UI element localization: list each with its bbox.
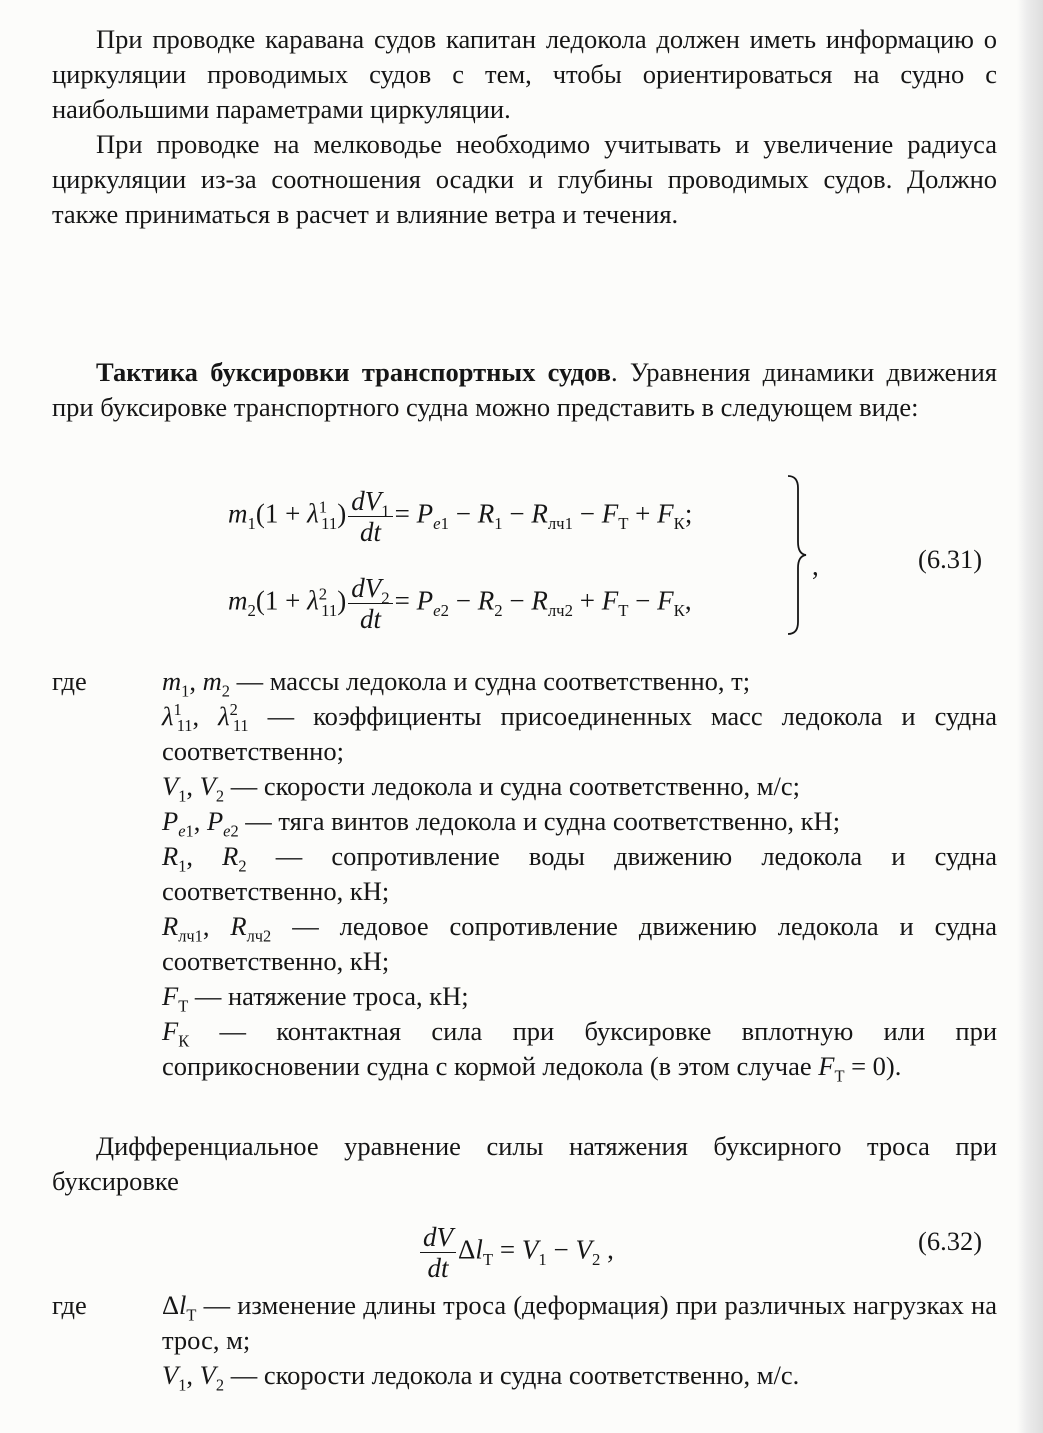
definition-masses: $m_1$, $m_2$ — массы ледокола и судна соответственно, т;: [162, 666, 751, 701]
definition-contact-force: $F_К$ — контактная сила при буксировке вплотную или при соприкосновении судна с кормой ледокола (в этом случае $F_Т = 0$).: [162, 1016, 998, 1086]
definition-ice-resistance: $R_{лч1}$, $R_{лч2}$ — ледовое сопротивление движению ледокола и судна соответственно, кН;: [162, 911, 998, 976]
paragraph-shallow-water: При проводке на мелководье необходимо учитывать и увеличение радиуса циркуляции из-за соотношения осадки и глубины проводимых судов. Должно также приниматься в расчет и влияние ветра и течения.: [52, 129, 997, 229]
equation-6-31-line-2: $m_2(1 + \lambda^2_{11})$ $\frac{dV_2}{dt}$ = $P_{e2} - R_2 - R_{лч2} + F_Т - F_К$,: [228, 573, 692, 634]
equation-number-6-32: (6.32): [918, 1226, 983, 1256]
where-label-1: где: [52, 666, 87, 696]
definition-water-resistance: $R_1$, $R_2$ — сопротивление воды движению ледокола и судна соответственно, кН;: [162, 841, 997, 906]
paragraph-rope-equation: Дифференциальное уравнение силы натяжения буксирного троса при буксировке: [52, 1131, 997, 1196]
definitions-list-1: [162, 664, 997, 1084]
fraction-dv-dt: $\frac{dV}{dt}$: [420, 1222, 456, 1283]
equation-6-31-line-1: $m_1(1 + \lambda^1_{11})$ $\frac{dV_1}{dt}$ = $P_{e1} - R_1 - R_{лч1} - F_Т + F_К$;: [228, 486, 693, 547]
section-intro-text: . Уравнения динамики движения при буксировке транспортного судна можно представить в следующем виде:: [52, 357, 997, 422]
where-label-2: где: [52, 1290, 87, 1320]
section-heading: Тактика буксировки транспортных судов: [96, 357, 611, 387]
definitions-list-2: [162, 1288, 997, 1393]
paragraph-convoy: При проводке каравана судов капитан ледокола должен иметь информацию о циркуляции проводимых судов с тем, чтобы ориентироваться на судно с наибольшими параметрами циркуляции.: [52, 24, 997, 124]
definition-speeds: $V_1$, $V_2$ — скорости ледокола и судна соответственно, м/с;: [162, 771, 801, 806]
definition-added-mass: $\lambda^1_{11}$, $\lambda^2_{11}$ — коэффициенты присоединенных масс ледокола и судна соответственно;: [162, 700, 998, 766]
brace-comma: ,: [812, 551, 819, 581]
equation-number-6-31: (6.31): [918, 544, 983, 574]
right-curly-brace: [786, 474, 808, 636]
fraction-dv1-dt: $\frac{dV_1}{dt}$: [348, 486, 392, 547]
definition-rope-tension: $F_Т$ — натяжение троса, кН;: [162, 981, 469, 1016]
fraction-dv2-dt: $\frac{dV_2}{dt}$: [348, 573, 392, 634]
definition-rope-deformation: $\Delta l_Т$ — изменение длины троса (деформация) при различных нагрузках на трос, м;: [162, 1290, 997, 1355]
equation-6-32: $\frac{dV}{dt}$ $\Delta l_Т = V_1 - V_2$ ,: [418, 1222, 614, 1283]
definition-thrust: $P_{e1}$, $P_{e2}$ — тяга винтов ледокола и судна соответственно, кН;: [162, 806, 841, 841]
paragraph-towing-tactics: [52, 355, 997, 425]
definition-speeds-2: $V_1$, $V_2$ — скорости ледокола и судна соответственно, м/с.: [162, 1360, 800, 1395]
